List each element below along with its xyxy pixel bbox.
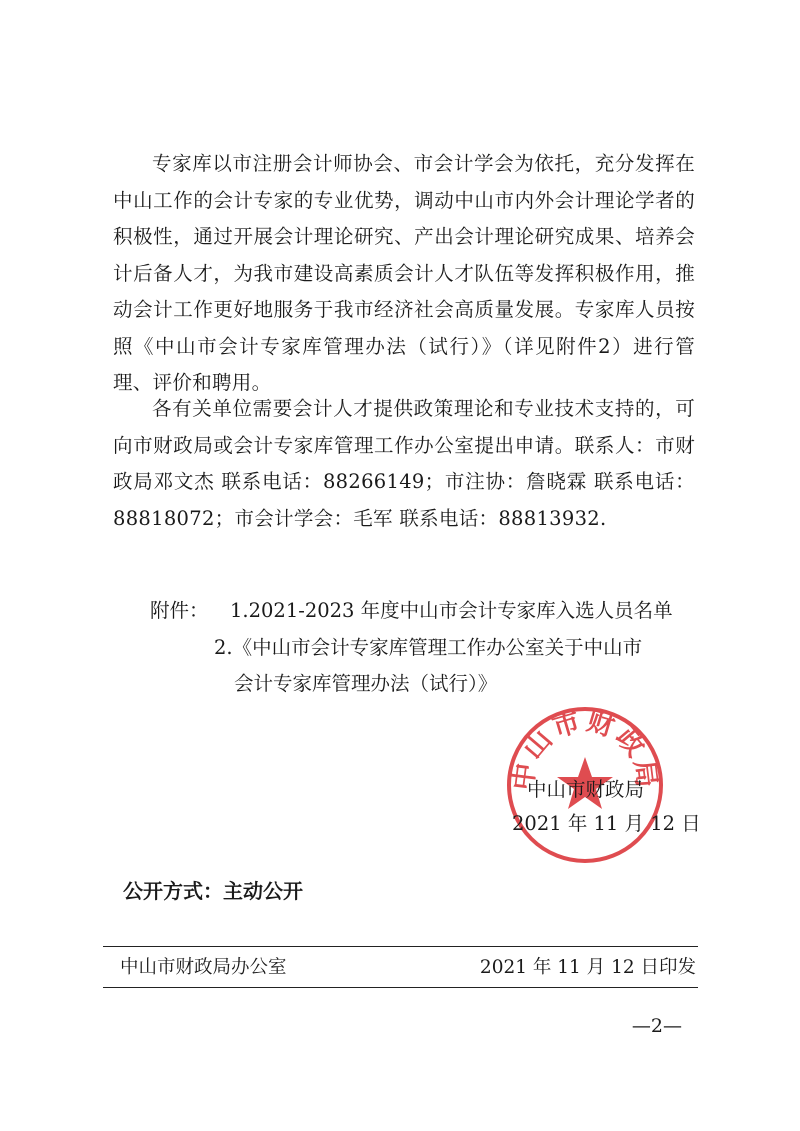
seal-text: 中山市财政局: [507, 705, 663, 793]
footer-issue-date: 2021 年 11 月 12 日印发: [479, 957, 696, 978]
attachment-item-2: 2.《中山市会计专家库管理工作办公室关于中山市: [214, 636, 643, 659]
disclosure-method: 公开方式：主动公开: [123, 879, 303, 903]
body-paragraph-2: 各有关单位需要会计人才提供政策理论和专业技术支持的，可向市财政局或会计专家库管理工作办公室提出申请。联系人：市财政局邓文杰 联系电话：88266149；市注协：詹晓霖 联系电话：88818072；市会计学会：毛军 联系电话：88813932.: [113, 397, 695, 530]
attachment-item-1: 1.2021-2023 年度中山市会计专家库入选人员名单: [230, 599, 673, 622]
footer-rule-bottom: [103, 987, 698, 988]
signoff-organization: 中山市财政局: [527, 778, 645, 801]
footer-issuing-office: 中山市财政局办公室: [120, 957, 287, 978]
attachments-label: 附件：: [150, 599, 209, 622]
signoff-date: 2021 年 11 月 12 日: [512, 812, 701, 835]
attachment-item-2-continued: 会计专家库管理办法（试行）》: [234, 672, 498, 695]
page-number: —2—: [631, 1015, 682, 1037]
footer-rule-top: [103, 946, 698, 947]
body-paragraph-1: 专家库以市注册会计师协会、市会计学会为依托，充分发挥在中山工作的会计专家的专业优势，调动中山市内外会计理论学者的积极性，通过开展会计理论研究、产出会计理论研究成果、培养会计后备人才，为我市建设高素质会计人才队伍等发挥积极作用，推动会计工作更好地服务于我市经济社会高质量发展。专家库人员按照《中山市会计专家库管理办法（试行）》（详见附件2）进行管理、评价和聘用。: [113, 152, 695, 394]
